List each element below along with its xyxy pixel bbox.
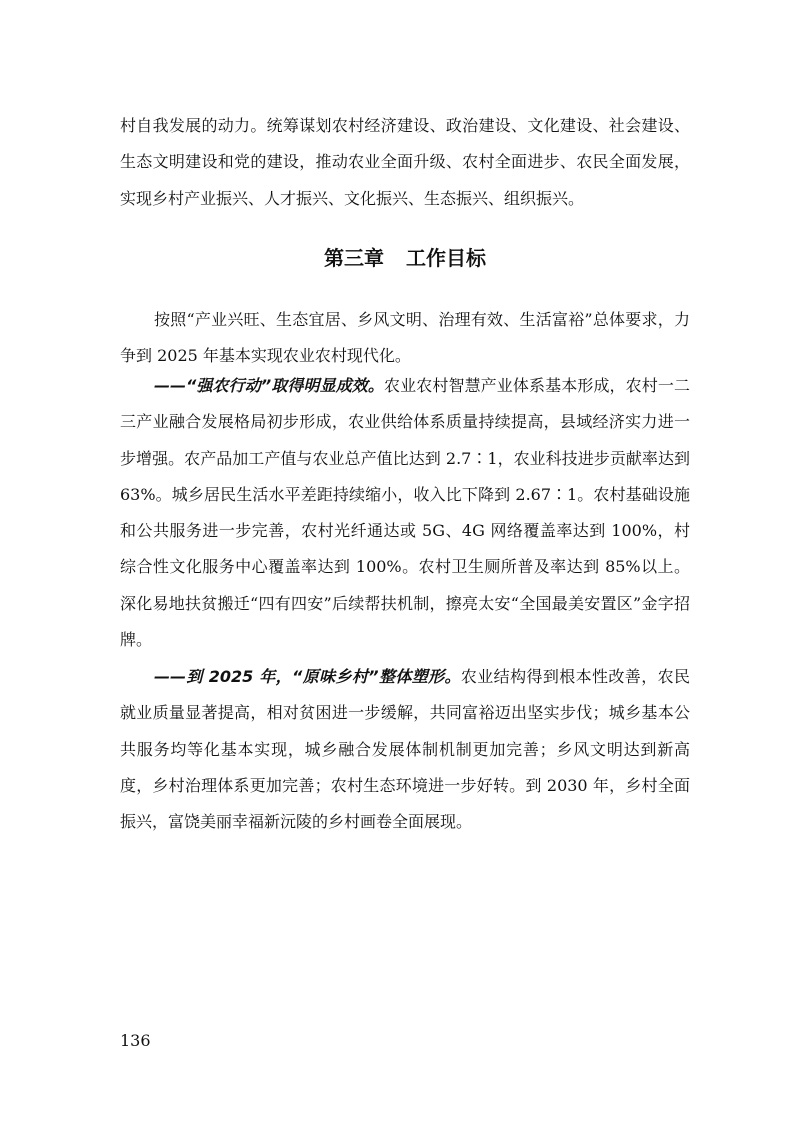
- paragraph-lead-strong-agriculture: ——“强农行动”取得明显成效。: [154, 376, 385, 395]
- paragraph-body-original-village: 农业结构得到根本性改善，农民就业质量显著提高，相对贫困进一步缓解，共同富裕迈出坚实步伐；城乡基本公共服务均等化基本实现，城乡融合发展体制机制更加完善；乡风文明达到新高度，乡村治理体系更加完善；农村生态环境进一步好转。到 2030 年，乡村全面振兴，富饶美丽幸福新沅陵的乡村画卷全面展现。: [120, 667, 690, 832]
- paragraph-lead-original-village: ——到 2025 年，“原味乡村”整体塑形。: [154, 667, 461, 686]
- paragraph-general-goal: 按照“产业兴旺、生态宜居、乡风文明、治理有效、生活富裕”总体要求，力争到 2025 年基本实现农业农村现代化。: [120, 310, 690, 366]
- chapter-number: 第三章: [324, 246, 384, 270]
- page-number: 136: [120, 1031, 151, 1050]
- paragraph-body-strong-agriculture: 农业农村智慧产业体系基本形成，农村一二三产业融合发展格局初步形成，农业供给体系质量持续提高，县域经济实力进一步增强。农产品加工产值与农业总产值比达到 2.7∶1，农业科技进步贡献率达到 63%。城乡居民生活水平差距持续缩小，收入比下降到 2.67∶1。农村基础设施和公共服务进一步完善，农村光纤通达或 5G、4G 网络覆盖率达到 100%，村综合性文化服务中心覆盖率达到 100%。农村卫生厕所普及率达到 85%以上。深化易地扶贫搬迁“四有四安”后续帮扶机制，擦亮太安“全国最美安置区”金字招牌。: [120, 376, 690, 650]
- paragraph-strong-agriculture: [120, 368, 690, 658]
- chapter-heading: [120, 240, 690, 276]
- chapter-title: 工作目标: [406, 246, 486, 270]
- paragraph-continued: 村自我发展的动力。统筹谋划农村经济建设、政治建设、文化建设、社会建设、生态文明建设和党的建设，推动农业全面升级、农村全面进步、农民全面发展，实现乡村产业振兴、人才振兴、文化振兴、生态振兴、组织振兴。: [120, 116, 690, 208]
- paragraph-original-village: [120, 659, 690, 840]
